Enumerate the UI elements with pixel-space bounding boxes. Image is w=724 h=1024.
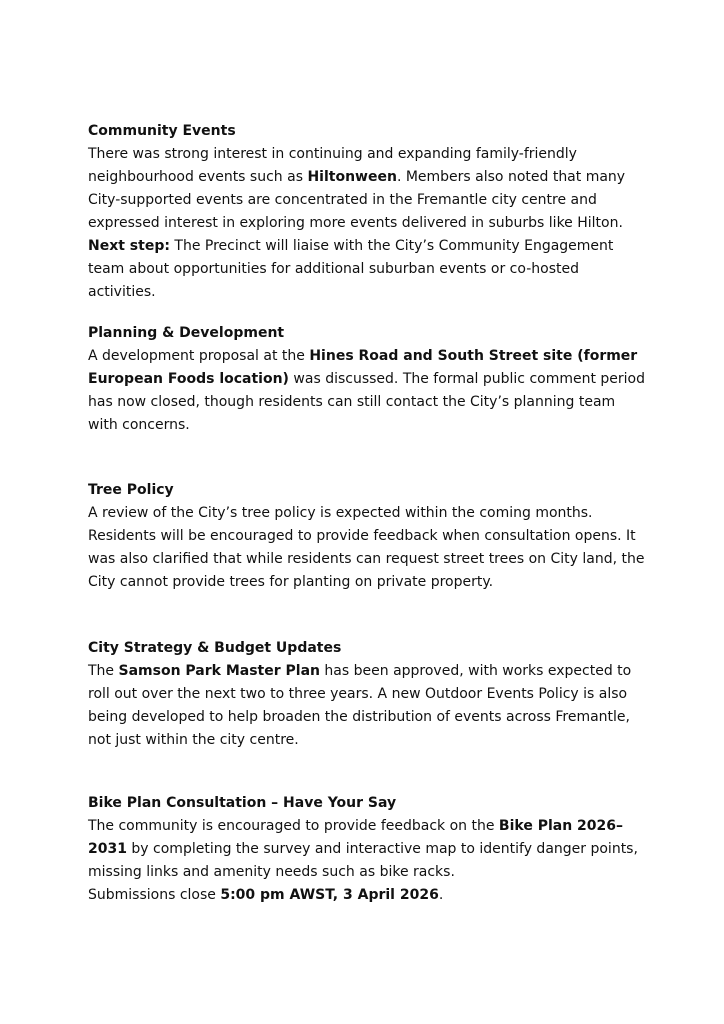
body-text: has been approved, with works expected to roll out over the next two to three years. A new Outdoor Events Policy is also being developed to help broaden the distribution of events across Fremantle, not just within the city centre. [88, 663, 632, 748]
section-tree-policy [88, 479, 648, 594]
section-heading: City Strategy & Budget Updates [88, 640, 342, 656]
body-text: Submissions close [88, 887, 221, 903]
section-community-events [88, 120, 648, 304]
body-text: The [88, 663, 119, 679]
body-text: by completing the survey and interactive map to identify danger points, missing links and amenity needs such as bike racks. [88, 841, 638, 880]
deadline-text: 5:00 pm AWST, 3 April 2026 [220, 887, 439, 903]
body-text: . [438, 887, 444, 903]
section-heading: Bike Plan Consultation – Have Your Say [88, 795, 397, 811]
bold-text: Samson Park Master Plan [118, 663, 320, 679]
section-bike-plan [88, 792, 648, 907]
section-paragraph [88, 815, 648, 884]
bold-text: Hines Road and South Street site (former European Foods location) [88, 348, 638, 387]
section-heading: Planning & Development [88, 325, 285, 341]
body-text: . Members also noted that many City-supported events are concentrated in the Fremantle city centre and expressed interest in exploring more events delivered in suburbs like Hilton. [88, 169, 626, 231]
bold-text: Hiltonween [307, 169, 397, 185]
section-paragraph [88, 660, 648, 752]
section-paragraph: A review of the City’s tree policy is expected within the coming months. Residents will be encouraged to provide feedback when consultation opens. It was also clarified that while residents can request street trees on City land, the City cannot provide trees for planting on private property. [88, 505, 645, 590]
section-heading: Tree Policy [88, 482, 174, 498]
section-paragraph [88, 345, 648, 437]
section-paragraph [88, 143, 648, 304]
bold-text: Bike Plan 2026–2031 [88, 818, 624, 857]
submissions-line [88, 884, 648, 907]
body-text: There was strong interest in continuing and expanding family-friendly neighbourhood events such as [88, 146, 577, 185]
next-step-label: Next step: [88, 238, 170, 254]
section-heading: Community Events [88, 123, 236, 139]
body-text: A development proposal at the [88, 348, 310, 364]
section-city-strategy [88, 637, 648, 752]
section-planning-development [88, 322, 648, 437]
body-text: was discussed. The formal public comment period has now closed, though residents can still contact the City’s planning team with concerns. [88, 371, 646, 433]
body-text: The community is encouraged to provide feedback on the [88, 818, 499, 834]
body-text: The Precinct will liaise with the City’s Community Engagement team about opportunities for additional suburban events or co-hosted activities. [88, 238, 614, 300]
